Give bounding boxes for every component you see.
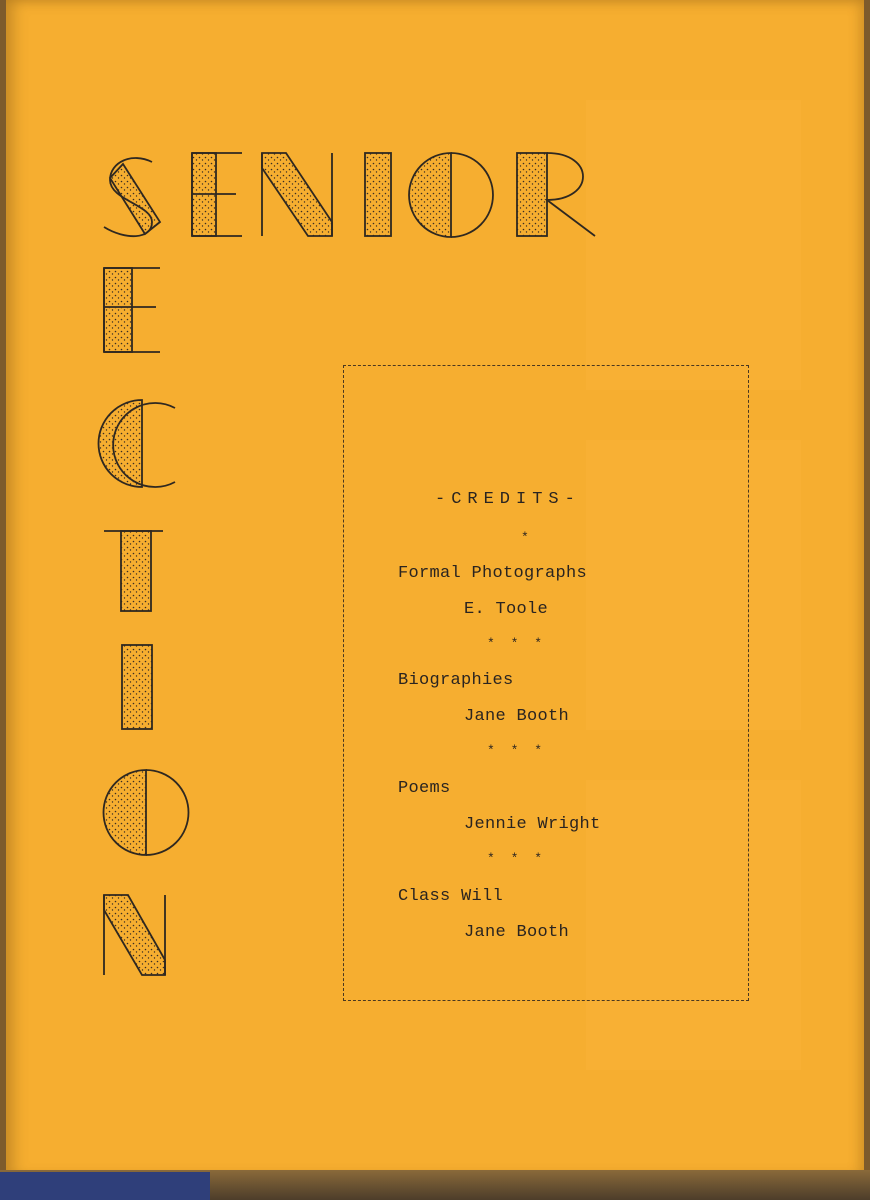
credit-role: Class Will [398, 887, 504, 906]
credit-role: Formal Photographs [398, 564, 588, 583]
letter-i-column [122, 645, 152, 729]
senior-word [104, 153, 595, 237]
letter-o [409, 153, 493, 237]
separator-stars: * * * [487, 743, 547, 758]
letter-e [192, 153, 242, 236]
heading-star: * [521, 530, 533, 545]
credit-name: Jane Booth [464, 923, 570, 942]
section-word [99, 268, 189, 975]
separator-stars: * * * [487, 851, 547, 866]
separator-stars: * * * [487, 636, 547, 651]
credit-name: E. Toole [464, 600, 549, 619]
letter-r [517, 153, 595, 236]
letter-e-column [104, 268, 160, 352]
credit-role: Poems [398, 779, 451, 798]
letter-n-column [104, 895, 165, 975]
credit-name: Jane Booth [464, 707, 570, 726]
letter-c-column [99, 400, 176, 487]
letter-s [104, 158, 160, 236]
letter-o-column [104, 770, 189, 855]
credits-heading: -CREDITS- [435, 490, 581, 509]
credit-role: Biographies [398, 671, 514, 690]
credit-name: Jennie Wright [464, 815, 601, 834]
letter-n [262, 153, 332, 236]
letter-i [365, 153, 391, 236]
letter-t-column [104, 531, 163, 611]
